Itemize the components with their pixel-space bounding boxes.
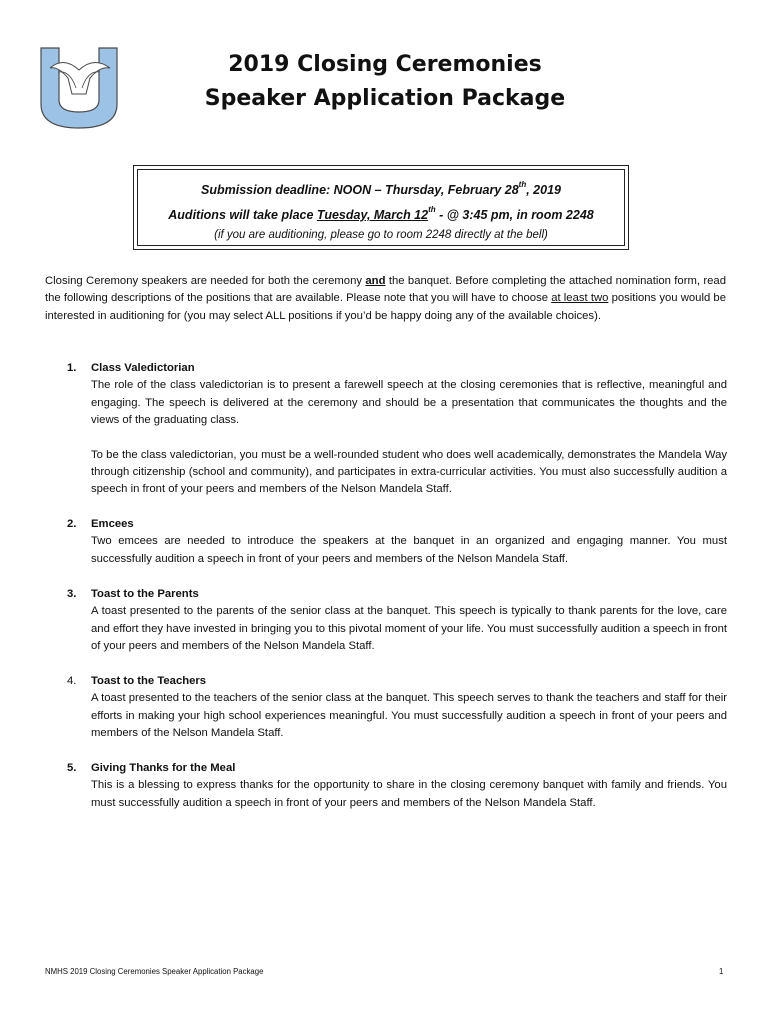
item-number: 3.	[67, 588, 77, 600]
position-item-toast-parents	[67, 586, 727, 656]
item-title: Class Valedictorian	[91, 362, 195, 374]
item-description: A toast presented to the parents of the senior class at the banquet. This speech is typically to thank parents for the love, care and effort they have invested in bringing you to this pivotal moment of your life. You must successfully audition a speech in front of your peers and members of the Nelson Mandela Staff.	[91, 605, 727, 653]
submission-deadline: Submission deadline: NOON – Thursday, February 28th, 2019	[201, 180, 561, 197]
deadline-box	[133, 165, 629, 250]
position-item-emcees	[67, 516, 727, 568]
item-description: Two emcees are needed to introduce the speakers at the banquet in an organized and engaging manner. You must successfully audition a speech in front of your peers and members of the Nelson Mandela Staff.	[91, 535, 727, 565]
item-description: This is a blessing to express thanks for the opportunity to share in the closing ceremony banquet with family and friends. You must successfully audition a speech in front of your peers and members of the Nelson Mandela Staff.	[91, 779, 727, 809]
item-number: 2.	[67, 518, 77, 530]
intro-paragraph: Closing Ceremony speakers are needed for both the ceremony and the banquet. Before completing the attached nomination form, read the following descriptions of the positions that are available. Please note that you will have to choose at least two positions you would be interested in auditioning for (you may select ALL positions if you’d be happy doing any of the available choices).	[45, 275, 726, 322]
footer-document-title: NMHS 2019 Closing Ceremonies Speaker Application Package	[45, 967, 264, 976]
item-number: 1.	[67, 362, 77, 374]
page-title-line2: Speaker Application Package	[204, 86, 566, 111]
audition-date: Auditions will take place Tuesday, March 12th - @ 3:45 pm, in room 2248	[168, 205, 594, 222]
item-description: A toast presented to the teachers of the senior class at the banquet. This speech serves to thank the teachers and staff for their efforts in making your high school experiences meaningful. You must successfully audition a speech in front of your peers and members of the Nelson Mandela Staff.	[91, 692, 727, 740]
page-title-line1: 2019 Closing Ceremonies	[228, 52, 542, 77]
item-number: 5.	[67, 762, 77, 774]
item-description: The role of the class valedictorian is to present a farewell speech at the closing ceremonies that is reflective, meaningful and engaging. The speech is delivered at the ceremony and should be a presentation that communicates the thoughts and the views of the graduating class.	[91, 379, 727, 427]
item-title: Emcees	[91, 518, 134, 530]
audition-note: (if you are auditioning, please go to room 2248 directly at the bell)	[214, 229, 548, 241]
footer-page-number: 1	[719, 967, 724, 976]
item-number: 4.	[67, 675, 77, 687]
item-title: Giving Thanks for the Meal	[91, 762, 236, 774]
position-item-valedictorian	[67, 360, 727, 499]
item-title: Toast to the Teachers	[91, 675, 207, 687]
item-title: Toast to the Parents	[91, 588, 199, 600]
position-item-giving-thanks	[67, 760, 727, 812]
item-description: To be the class valedictorian, you must be a well-rounded student who does well academically, demonstrates the Mandela Way through citizenship (school and community), and participates in extra-curricular activities. You must also successfully audition a speech in front of your peers and members of the Nelson Mandela Staff.	[91, 448, 727, 496]
position-item-toast-teachers	[67, 673, 727, 743]
